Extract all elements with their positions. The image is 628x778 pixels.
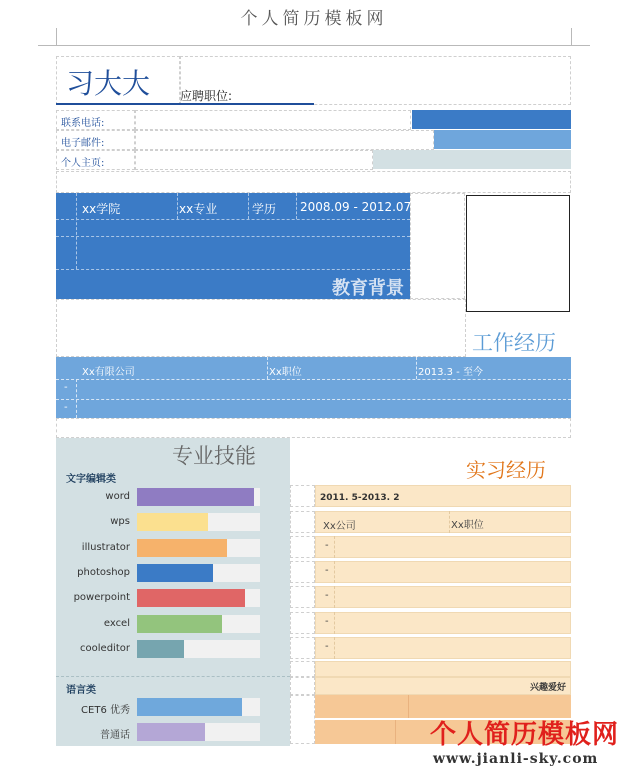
- intern-left-cell-2: [290, 511, 315, 533]
- intern-bullet-sep: [334, 586, 336, 608]
- intern-bullet: -: [325, 540, 329, 551]
- education-section-title: 教育背景: [332, 278, 404, 299]
- intern-bullet-row[interactable]: [315, 561, 571, 583]
- watermark-url: www.jianli-sky.com: [433, 751, 599, 767]
- work-divider-2: [56, 399, 571, 401]
- homepage-label: 个人主页:: [61, 158, 105, 169]
- intern-bullet: -: [325, 590, 329, 602]
- edu-period: 2008.09 - 2012.07: [300, 200, 412, 214]
- edu-major: xx专业: [179, 202, 218, 216]
- skill-bar-fill: [137, 513, 208, 531]
- email-label: 电子邮件:: [61, 138, 105, 149]
- resume-name: 习大大: [66, 68, 151, 99]
- skill-label: illustrator: [81, 541, 130, 553]
- edu-divider-h1: [56, 219, 410, 221]
- work-section-title: 工作经历: [472, 331, 556, 355]
- intern-bullet-sep: [334, 536, 336, 558]
- intern-bullet-left-cell: [290, 586, 315, 608]
- edu-school: xx学院: [82, 202, 121, 216]
- work-company: Xx有限公司: [82, 367, 135, 378]
- intern-bullet-left-cell: [290, 612, 315, 634]
- watermark-brand: 个人简历模板网: [430, 720, 620, 750]
- language-label: 普通话: [100, 730, 130, 741]
- position-label: 应聘职位:: [180, 89, 233, 103]
- work-spacer: [56, 299, 466, 357]
- work-bullet-2: -: [64, 402, 68, 413]
- edu-degree: 学历: [252, 202, 277, 216]
- intern-bullet-sep: [334, 561, 336, 583]
- intern-bullet-left-cell: [290, 637, 315, 659]
- work-divider-1: [56, 379, 571, 381]
- hobbies-section-title: 兴趣爱好: [529, 683, 566, 693]
- intern-bullet-row[interactable]: [315, 612, 571, 634]
- skill-bar-fill: [137, 564, 213, 582]
- phone-accent-bar: [412, 110, 571, 129]
- homepage-value-cell[interactable]: [135, 150, 373, 170]
- work-job: Xx职位: [269, 367, 302, 378]
- corner-mark-right: [571, 28, 572, 45]
- header-divider: [38, 45, 590, 46]
- work-after-spacer: [56, 418, 571, 438]
- intern-left-cell: [290, 485, 315, 507]
- skill-label: photoshop: [77, 566, 130, 578]
- homepage-accent-bar: [373, 150, 571, 169]
- hobby-left-cell: [290, 677, 315, 695]
- edu-col-sep-1: [177, 193, 179, 219]
- work-divider-v: [76, 379, 78, 418]
- skills-section-title: 专业技能: [172, 444, 256, 468]
- name-underline: [56, 103, 314, 105]
- hobby-spacer: [315, 661, 571, 677]
- skill-label: excel: [103, 617, 130, 629]
- intern-bullet-left-cell: [290, 561, 315, 583]
- phone-value-cell[interactable]: [135, 110, 411, 130]
- intern-bullet-row[interactable]: [315, 637, 571, 659]
- edu-col-sep-3: [296, 193, 298, 219]
- skill-bar-fill: [137, 640, 184, 658]
- edu-divider-h3: [56, 269, 410, 271]
- phone-label: 联系电话:: [61, 118, 105, 129]
- photo-placeholder[interactable]: [466, 195, 570, 312]
- intern-bullet-sep: [334, 637, 336, 659]
- hobby-sep-1: [408, 695, 410, 718]
- hobby-left-cells: [290, 695, 315, 744]
- skill-bar-fill: [137, 488, 254, 506]
- email-accent-bar: [434, 130, 571, 149]
- skill-label: powerpoint: [73, 592, 130, 604]
- edu-side-cells: [410, 193, 465, 299]
- edu-divider-v: [76, 193, 78, 269]
- skill-bar-fill: [137, 589, 245, 607]
- language-label: CET6 优秀: [81, 705, 130, 716]
- corner-mark-left: [56, 28, 57, 45]
- skills-group-text: 文字编辑类: [66, 474, 116, 485]
- spacer-row: [56, 171, 571, 193]
- hobby-sep-2: [395, 720, 397, 744]
- intern-period: 2011. 5-2013. 2: [320, 493, 400, 503]
- work-period: 2013.3 - 至今: [418, 367, 483, 378]
- intern-bullet-row[interactable]: [315, 586, 571, 608]
- intern-job: Xx职位: [451, 520, 484, 531]
- language-bar-fill: [137, 698, 242, 716]
- page-header-title: 个人简历模板网: [240, 9, 388, 29]
- skills-divider: [56, 676, 290, 678]
- intern-bullet: -: [325, 615, 329, 627]
- intern-bullet-sep: [334, 612, 336, 634]
- skill-bar-fill: [137, 615, 222, 633]
- email-value-cell[interactable]: [135, 130, 434, 150]
- intern-bullet: -: [325, 565, 329, 577]
- position-cell: [180, 56, 571, 105]
- intern-bullet-row[interactable]: [315, 536, 571, 558]
- work-bullet-1: -: [64, 382, 68, 393]
- skill-bar-fill: [137, 539, 227, 557]
- skills-group-language: 语言类: [66, 685, 96, 696]
- internship-section-title: 实习经历: [466, 458, 546, 482]
- edu-divider-h2: [56, 236, 410, 238]
- hobby-spacer-left: [290, 661, 315, 677]
- intern-bullet-left-cell: [290, 536, 315, 558]
- skill-label: cooleditor: [80, 642, 130, 654]
- skill-label: wps: [110, 516, 130, 528]
- intern-company: Xx公司: [323, 521, 356, 532]
- language-bar-fill: [137, 723, 205, 741]
- edu-col-sep-2: [248, 193, 250, 219]
- intern-bullet: -: [325, 640, 329, 652]
- skill-label: word: [105, 491, 130, 502]
